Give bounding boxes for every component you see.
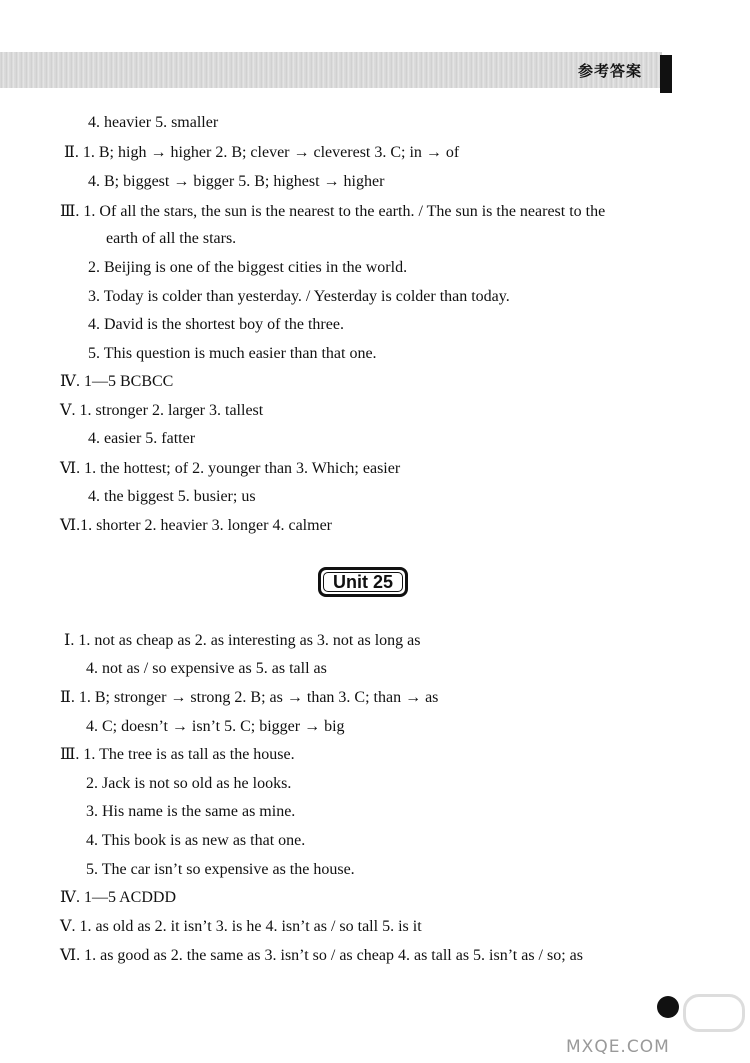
page-number-badge xyxy=(657,996,679,1018)
answer-line: 4. This book is as new as that one. xyxy=(86,832,306,849)
answer-line: 2. Jack is not so old as he looks. xyxy=(86,775,292,792)
answer-line: Ⅵ. 1. as good as 2. the same as 3. isn’t so / as cheap 4. as tall as 5. isn’t as / so; as xyxy=(60,947,583,964)
header-title: 参考答案 xyxy=(578,62,643,80)
answer-line: 3. His name is the same as mine. xyxy=(86,803,296,820)
answer-line: Ⅵ. 1. the hottest; of 2. younger than 3. Which; easier xyxy=(60,460,401,477)
unit-title: Unit 25 xyxy=(332,571,393,592)
header-band xyxy=(0,52,662,88)
answer-line: Ⅲ. 1. Of all the stars, the sun is the nearest to the earth. / The sun is the nearest to the xyxy=(60,203,606,220)
answer-line: 4. C; doesn’t → isn’t 5. C; bigger → big xyxy=(86,718,345,735)
watermark-text: MXQE.COM xyxy=(566,1037,670,1057)
answer-line: Ⅴ. 1. as old as 2. it isn’t 3. is he 4. isn’t as / so tall 5. is it xyxy=(60,918,422,935)
answer-line: 4. heavier 5. smaller xyxy=(88,114,219,131)
answer-line: Ⅴ. 1. stronger 2. larger 3. tallest xyxy=(60,402,264,419)
answer-line: 5. The car isn’t so expensive as the house. xyxy=(86,861,355,878)
answer-line: 3. Today is colder than yesterday. / Yesterday is colder than today. xyxy=(88,288,510,305)
answer-line: Ⅱ. 1. B; stronger → strong 2. B; as → than 3. C; than → as xyxy=(60,689,439,706)
answer-line: 4. easier 5. fatter xyxy=(88,430,196,447)
answer-line: Ⅱ. 1. B; high → higher 2. B; clever → cleverest 3. C; in → of xyxy=(64,144,460,161)
watermark-logo xyxy=(683,994,745,1032)
answer-line: 5. This question is much easier than that one. xyxy=(88,345,377,362)
header-bar xyxy=(660,55,672,93)
answer-line: Ⅵ.1. shorter 2. heavier 3. longer 4. calmer xyxy=(60,517,332,534)
answer-line: 2. Beijing is one of the biggest cities in the world. xyxy=(88,259,408,276)
answer-line: 4. not as / so expensive as 5. as tall as xyxy=(86,660,327,677)
answer-line: 4. the biggest 5. busier; us xyxy=(88,488,256,505)
answer-line: 4. B; biggest → bigger 5. B; highest → higher xyxy=(88,173,385,190)
answer-line: Ⅰ. 1. not as cheap as 2. as interesting as 3. not as long as xyxy=(64,632,421,649)
unit-title-badge xyxy=(318,567,408,597)
answer-line: Ⅲ. 1. The tree is as tall as the house. xyxy=(60,746,295,763)
answer-line: 4. David is the shortest boy of the three. xyxy=(88,316,344,333)
answer-line: earth of all the stars. xyxy=(106,230,237,247)
answer-line: Ⅳ. 1—5 ACDDD xyxy=(60,889,176,906)
answer-line: Ⅳ. 1—5 BCBCC xyxy=(60,373,174,390)
